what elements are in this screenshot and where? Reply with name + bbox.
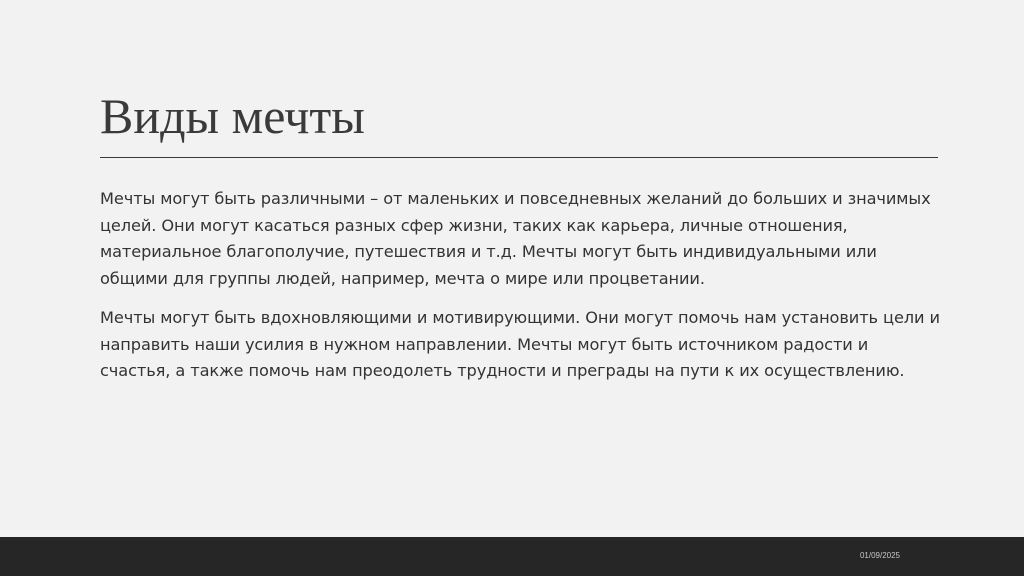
body-paragraph-1: Мечты могут быть различными – от маленьких и повседневных желаний до больших и значимых целей. Они могут касаться разных сфер жизни, таких как карьера, личные отношения, материальное благополучие, путешествия и т.д. Мечты могут быть индивидуальными или общими для группы людей, например, мечта о мире или процветании.: [100, 189, 931, 288]
body-paragraph-2: Мечты могут быть вдохновляющими и мотивирующими. Они могут помочь нам установить цели и направить наши усилия в нужном направлении. Мечты могут быть источником радости и счастья, а также помочь нам преодолеть трудности и преграды на пути к их осуществлению.: [100, 308, 940, 380]
slide-title: Виды мечты: [100, 88, 365, 144]
footer-bar: [0, 537, 1024, 576]
footer-date: 01/09/2025: [859, 551, 900, 560]
slide-body: [100, 186, 942, 398]
title-divider: [100, 157, 938, 158]
